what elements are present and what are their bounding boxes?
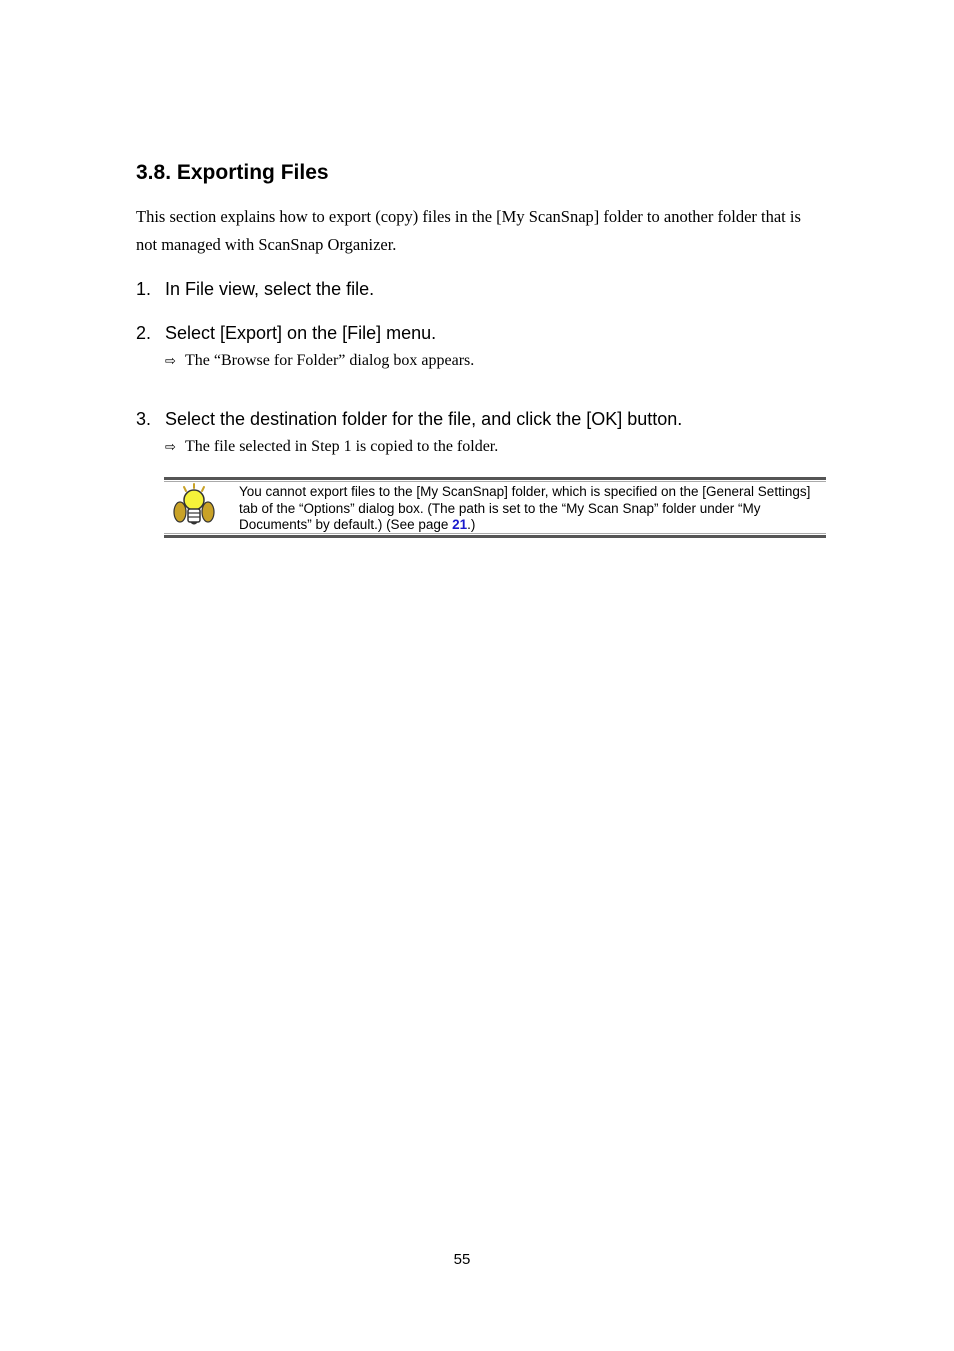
hint-note [164, 477, 826, 538]
step-3 [136, 407, 682, 431]
lightbulb-hint-icon [170, 482, 218, 530]
step-1 [136, 277, 374, 301]
step-text: Select [Export] on the [File] menu. [165, 323, 437, 343]
result-arrow-icon: ⇨ [165, 440, 176, 455]
step-number: 2. [136, 323, 152, 343]
step-text: In File view, select the file. [165, 279, 375, 299]
step-text: Select the destination folder for the file, and click the [OK] button. [165, 409, 683, 429]
step-number: 1. [136, 279, 152, 299]
result-text: The “Browse for Folder” dialog box appears. [185, 352, 475, 369]
step-2-result [165, 350, 474, 373]
note-text-end: .) [467, 517, 476, 532]
step-3-result [165, 436, 498, 459]
result-arrow-icon: ⇨ [165, 354, 176, 369]
step-2 [136, 321, 436, 345]
page-link[interactable]: 21 [452, 517, 468, 532]
section-heading: 3.8. Exporting Files [136, 161, 329, 184]
page-number: 55 [453, 1251, 471, 1268]
note-text-body: You cannot export files to the [My ScanSnap] folder, which is specified on the [General Settings] tab of the “Options” dialog box. (The path is set to the “My Scan Snap” folder under “My Documents” by default.) (See page [239, 484, 811, 532]
result-text: The file selected in Step 1 is copied to the folder. [185, 438, 499, 455]
intro-paragraph: This section explains how to export (copy) files in the [My ScanSnap] folder to another folder that is not managed with ScanSnap Organizer. [136, 207, 801, 254]
step-number: 3. [136, 409, 152, 429]
note-text [239, 484, 824, 534]
